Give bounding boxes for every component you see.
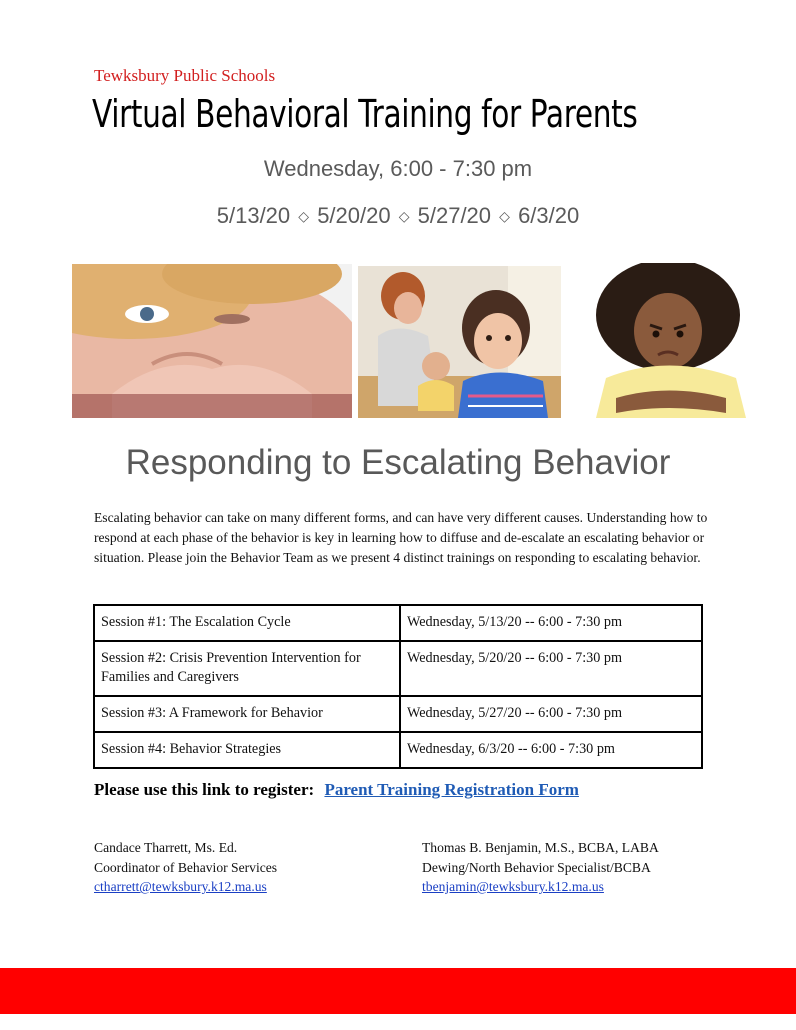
photo-boy-pouting — [72, 264, 352, 418]
session-name: Session #4: Behavior Strategies — [94, 732, 400, 768]
day-time: Wednesday, 6:00 - 7:30 pm — [263, 156, 533, 181]
register-label: Please use this link to register: — [94, 780, 315, 799]
diamond-separator-icon: ◇ — [398, 208, 410, 224]
photo-girl-arms-crossed — [586, 263, 754, 418]
contact-role: Dewing/North Behavior Specialist/BCBA — [422, 859, 651, 875]
date-3: 5/27/20 — [417, 203, 492, 228]
photo-classroom-girl — [358, 266, 561, 418]
session-dates — [0, 203, 796, 229]
diamond-separator-icon: ◇ — [499, 208, 510, 224]
contact-name: Candace Tharrett, Ms. Ed. — [94, 840, 238, 855]
sessions-table — [93, 604, 703, 769]
section-heading: Responding to Escalating Behavior — [125, 443, 671, 482]
session-time: Wednesday, 6/3/20 -- 6:00 - 7:30 pm — [400, 732, 702, 768]
registration-form-link[interactable]: Parent Training Registration Form — [324, 780, 579, 799]
session-name: Session #1: The Escalation Cycle — [94, 605, 400, 641]
session-time: Wednesday, 5/13/20 -- 6:00 - 7:30 pm — [400, 605, 702, 641]
session-name: Session #2: Crisis Prevention Intervention for Families and Caregivers — [94, 641, 400, 696]
footer-red-bar — [0, 968, 796, 1014]
table-row — [94, 605, 702, 641]
page-title: Virtual Behavioral Training for Parents — [92, 92, 638, 136]
register-line — [94, 780, 579, 800]
contact-role: Coordinator of Behavior Services — [94, 859, 278, 875]
date-4: 6/3/20 — [518, 203, 580, 228]
date-2: 5/20/20 — [317, 203, 391, 228]
session-time: Wednesday, 5/27/20 -- 6:00 - 7:30 pm — [400, 696, 702, 732]
intro-paragraph: Escalating behavior can take on many different forms, and can have very different causes. Understanding how to respond at each phase of the behavior is key in learning how to diffuse and de-escalate an escalating behavior or situation. Please join the Behavior Team as we present 4 distinct trainings on responding to escalating behavior. — [94, 510, 708, 565]
table-row — [94, 732, 702, 768]
contact-block-benjamin — [422, 838, 659, 897]
contact-block-tharrett — [94, 838, 277, 897]
date-1: 5/13/20 — [216, 203, 291, 228]
session-name: Session #3: A Framework for Behavior — [94, 696, 400, 732]
table-row — [94, 696, 702, 732]
contact-name: Thomas B. Benjamin, M.S., BCBA, LABA — [422, 840, 659, 855]
contact-email-link[interactable]: ctharrett@tewksbury.k12.ma.us — [94, 879, 267, 894]
contact-email-link[interactable]: tbenjamin@tewksbury.k12.ma.us — [422, 879, 604, 894]
school-name: Tewksbury Public Schools — [94, 66, 276, 85]
session-time: Wednesday, 5/20/20 -- 6:00 - 7:30 pm — [400, 641, 702, 696]
diamond-separator-icon: ◇ — [298, 208, 310, 224]
table-row — [94, 641, 702, 696]
